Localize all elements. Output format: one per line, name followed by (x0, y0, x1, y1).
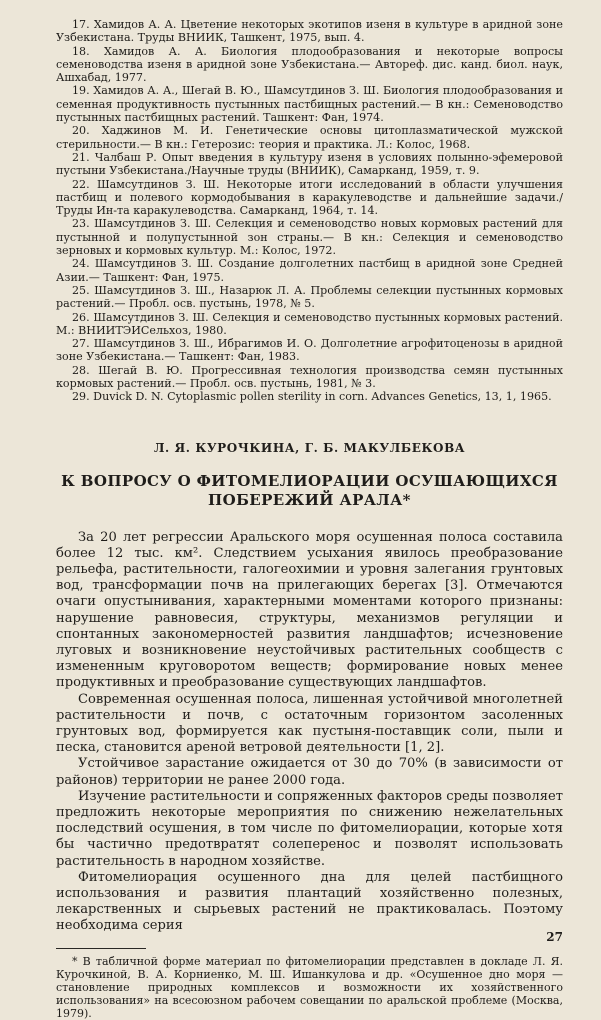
article-authors: Л. Я. КУРОЧКИНА, Г. Б. МАКУЛБЕКОВА (153, 440, 466, 455)
body-paragraph: Устойчивое зарастание ожидается от 30 до 70% (в зависимости от районов) территории не ранее 2000 года. (56, 756, 563, 788)
body-paragraph: Современная осушенная полоса, лишенная устойчивой многолетней растительности и почв, с остаточным горизонтом засоленных грунтовых вод, формируется как пустыня-поставщик соли, пыли и песка, становится ареной ветровой деятельности [1, 2]. (56, 691, 563, 756)
title-line: ПОБЕРЕЖИЙ АРАЛА* (208, 490, 411, 509)
reference-item: 22. Шамсутдинов З. Ш. Некоторые итоги исследований в области улучшения пастбищ и полевого кормодобывания в каракулеводстве и дальнейшие задачи./Труды Ин-та каракулеводства. Самарканд, 1964, т. 14. (56, 177, 563, 218)
body-paragraph: Изучение растительности и сопряженных факторов среды позволяет предложить некоторые мероприятия по снижению нежелательных последствий осушения, в том числе по фитомелиорации, которые хотя бы частично предотвратят солеперенос и позволят использовать растительность в народном хозяйстве. (56, 788, 563, 869)
article-title (56, 472, 563, 510)
reference-item: 24. Шамсутдинов З. Ш. Создание долголетних пастбищ в аридной зоне Средней Азии.— Ташкент: Фан, 1975. (56, 257, 563, 284)
reference-item: 23. Шамсутдинов З. Ш. Селекция и семеноводство новых кормовых растений для пустынной и полупустынной зон страны.— В кн.: Селекция и семеноводство зерновых и кормовых культур. М.: Колос, 1972. (56, 217, 563, 258)
article-body (56, 530, 563, 935)
reference-item: 29. Duvick D. N. Cytoplasmic pollen sterility in corn. Advances Genetics, 13, 1, 1965. (72, 390, 552, 404)
title-line: К ВОПРОСУ О ФИТОМЕЛИОРАЦИИ ОСУШАЮЩИХСЯ (61, 471, 558, 490)
body-paragraph: За 20 лет регрессии Аральского моря осушенная полоса составила более 12 тыс. км². Следствием усыхания явилось преобразование рельефа, растительности, галогеохимии и уровня залегания грунтовых вод, трансформации почв на прилегающих берегах [3]. Отмечаются очаги опустынивания, характерными моментами которого признаны: нарушение равновесия, структуры, механизмов регуляции и спонтанных закономерностей развития ландшафтов; исчезновение луговых и возникновение неустойчивых растительных сообществ с измененным круговоротом веществ; формирование новых менее продуктивных и преобразование существующих ландшафтов. (56, 529, 563, 691)
footnote: * В табличной форме материал по фитомелиорации представлен в докладе Л. Я. Курочкиной, В. А. Корниенко, М. Ш. Ишанкулова и др. «Осушенное дно моря — становление природных комплексов и возможности их хозяйственного использования» на всесоюзном рабочем совещании по аральской проблеме (Москва, 1979). (56, 954, 563, 1020)
reference-item: 19. Хамидов А. А., Шегай В. Ю., Шамсутдинов З. Ш. Биология плодообразования и семенная продуктивность пустынных пастбищных растений.— В кн.: Семеноводство пустынных пастбищных растений. Ташкент: Фан, 1974. (56, 84, 563, 125)
reference-item: 21. Чалбаш Р. Опыт введения в культуру изеня в условиях полынно-эфемеровой пустыни Узбекистана./Научные труды (ВНИИК), Самарканд, 1959, т. 9. (56, 150, 563, 178)
reference-item: 26. Шамсутдинов З. Ш. Селекция и семеноводство пустынных кормовых растений. М.: ВНИИТЭИСельхоз, 1980. (56, 310, 563, 337)
reference-item: 20. Хаджинов М. И. Генетические основы цитоплазматической мужской стерильности.— В кн.: Гетерозис: теория и практика. Л.: Колос, 1968. (56, 124, 563, 151)
reference-item: 27. Шамсутдинов З. Ш., Ибрагимов И. О. Долголетние агрофитоценозы в аридной зоне Узбекистана.— Ташкент: Фан, 1983. (56, 337, 563, 364)
page-number: 27 (546, 930, 563, 944)
reference-item: 17. Хамидов А. А. Цветение некоторых экотипов изеня в культуре в аридной зоне Узбекистана. Труды ВНИИК, Ташкент, 1975, вып. 4. (56, 18, 563, 45)
reference-item: 25. Шамсутдинов З. Ш., Назарюк Л. А. Проблемы селекции пустынных кормовых растений.— Пробл. осв. пустынь, 1978, № 5. (56, 283, 563, 311)
body-paragraph: Фитомелиорация осушенного дна для целей пастбищного использования и развития плантаций хозяйственно полезных, лекарственных и сырьевых растений не практиковалась. Поэтому необходима серия (56, 869, 563, 934)
footnote-divider (56, 948, 146, 949)
reference-item: 18. Хамидов А. А. Биология плодообразования и некоторые вопросы семеноводства изеня в аридной зоне Узбекистана.— Автореф. дис. канд. биол. наук, Ашхабад, 1977. (56, 44, 563, 85)
reference-list (56, 18, 563, 404)
reference-item: 28. Шегай В. Ю. Прогрессивная технология производства семян пустынных кормовых растений.— Пробл. осв. пустынь, 1981, № 3. (56, 363, 563, 391)
